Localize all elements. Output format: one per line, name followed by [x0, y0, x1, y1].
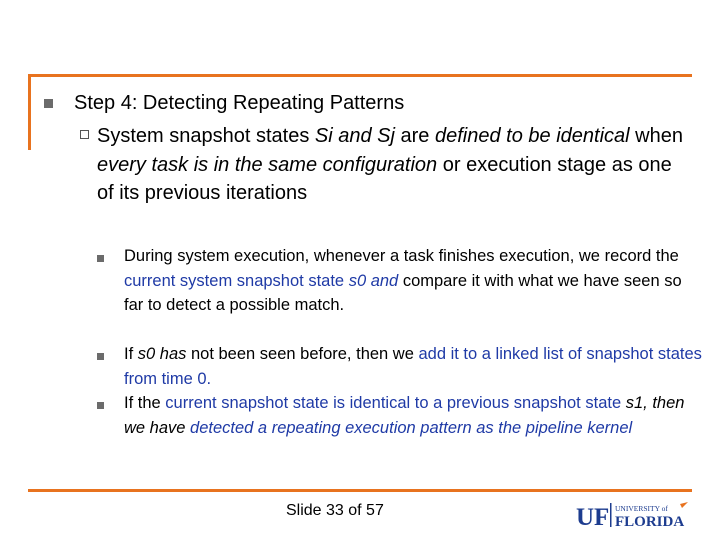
bottom-divider-rule: [28, 489, 692, 492]
l2-part: or execution stage as one of its previous iterations: [97, 153, 672, 204]
logo-line2: FLORIDA: [615, 514, 685, 530]
b3-part: current snapshot state is identical to a previous snapshot state: [165, 394, 626, 412]
level3-item: [124, 391, 704, 440]
left-accent-rule: [28, 74, 31, 150]
slide-number: Slide 33 of 57: [286, 502, 384, 519]
logo-mark: UF: [576, 504, 610, 530]
l2-part: every task is in the same configuration: [97, 153, 438, 176]
university-logo: [576, 500, 691, 530]
level3-bullet: [97, 402, 104, 409]
level1-heading: Step 4: Detecting Repeating Patterns: [74, 92, 405, 114]
b1-part: compare it with what we have seen so far to detect a possible match.: [124, 271, 682, 314]
level3-item: [124, 244, 704, 318]
level3-bullet: [97, 353, 104, 360]
b2-part: not been seen before, then we: [186, 345, 419, 363]
l2-part: Si and Sj: [314, 125, 395, 147]
b1-part: During system execution, whenever a task finishes execution, we record the: [124, 247, 679, 265]
level3-item: [124, 342, 704, 391]
logo-accent-mark: [680, 502, 688, 508]
level1-bullet: [44, 99, 53, 108]
top-divider-rule: [28, 74, 692, 77]
b3-part: detected a repeating execution pattern as the pipeline kernel: [190, 418, 633, 437]
l2-part: when: [629, 125, 683, 147]
b3-part: If the: [124, 394, 166, 412]
b1-part: s0 and: [348, 271, 399, 290]
logo-line1: UNIVERSITY of: [615, 504, 668, 513]
l2-part: defined to be identical: [434, 125, 630, 147]
b2-part: s0 has: [137, 345, 187, 363]
b2-part: add it to a linked list of snapshot states from time 0.: [124, 345, 702, 388]
l2-part: System snapshot states: [97, 125, 315, 147]
b3-part: s1, then we have: [124, 394, 685, 437]
level2-bullet: [80, 130, 89, 139]
level3-bullet: [97, 255, 104, 262]
logo-divider: [610, 503, 612, 527]
b1-part: current system snapshot state: [124, 271, 349, 290]
b2-part: If: [124, 345, 138, 363]
level2-paragraph: [97, 122, 687, 208]
l2-part: are: [394, 125, 435, 147]
